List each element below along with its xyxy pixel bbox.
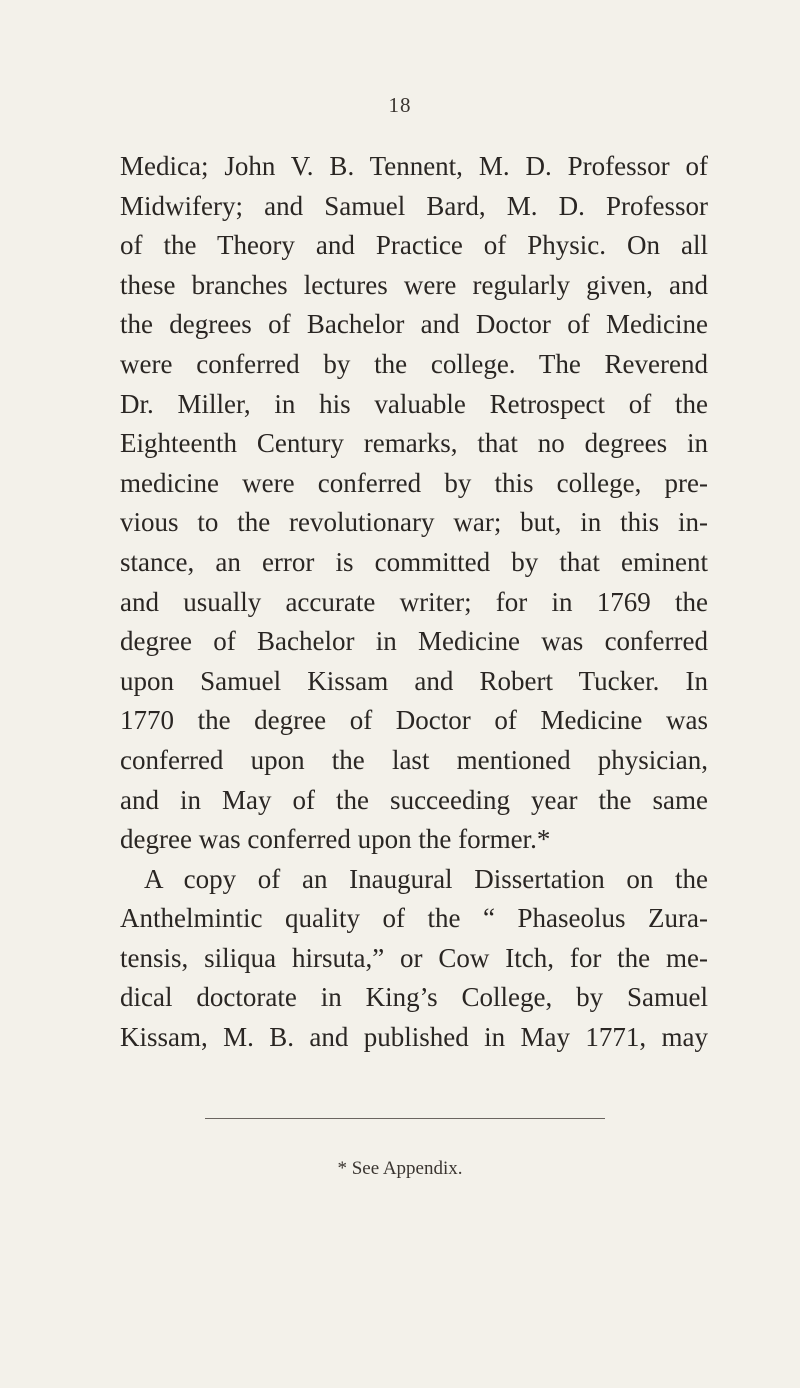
text-line: and usually accurate writer; for in 1769 the: [120, 586, 708, 617]
footnote: * See Appendix.: [337, 1158, 463, 1179]
text-line: Medica; John V. B. Tennent, M. D. Professor of: [120, 151, 708, 181]
text-line: stance, an error is committed by that eminent: [120, 546, 708, 577]
text-line: and in May of the succeeding year the same: [120, 784, 708, 815]
text-line: vious to the revolutionary war; but, in this in-: [120, 507, 708, 538]
text-line: Eighteenth Century remarks, that no degrees in: [120, 428, 708, 459]
body-text: [120, 147, 708, 1058]
text-line: degree was conferred upon the former.*: [120, 824, 551, 855]
text-line: upon Samuel Kissam and Robert Tucker. In: [120, 665, 708, 696]
page-number: 18: [388, 93, 412, 117]
text-line: these branches lectures were regularly given, and: [120, 269, 708, 300]
footnote-divider: [205, 1118, 605, 1119]
text-line: of the Theory and Practice of Physic. On all: [120, 230, 708, 261]
text-line: degree of Bachelor in Medicine was conferred: [120, 626, 708, 657]
text-line: Anthelmintic quality of the “ Phaseolus Zura-: [120, 903, 708, 934]
text-line: Kissam, M. B. and published in May 1771, may: [120, 1022, 708, 1053]
text-line: conferred upon the last mentioned physician,: [120, 744, 708, 775]
text-line: Midwifery; and Samuel Bard, M. D. Professor: [120, 190, 708, 221]
text-line: the degrees of Bachelor and Doctor of Medicine: [120, 309, 708, 340]
text-line: medicine were conferred by this college, pre-: [120, 467, 708, 498]
text-line: tensis, siliqua hirsuta,” or Cow Itch, for the me-: [120, 942, 708, 973]
text-line: Dr. Miller, in his valuable Retrospect of the: [120, 388, 708, 419]
text-line: A copy of an Inaugural Dissertation on the: [144, 863, 708, 894]
text-line: dical doctorate in King’s College, by Samuel: [120, 982, 708, 1013]
text-line: were conferred by the college. The Reverend: [120, 348, 708, 379]
text-line: 1770 the degree of Doctor of Medicine was: [120, 705, 708, 736]
